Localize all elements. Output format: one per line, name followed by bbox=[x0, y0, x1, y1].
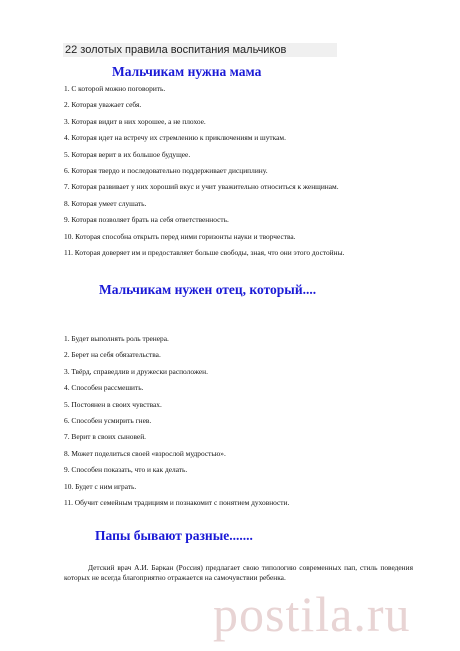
list-item: 8. Может поделиться своей «взрослой мудростью». bbox=[64, 449, 226, 458]
list-item: 1. С которой можно поговорить. bbox=[64, 84, 166, 93]
list-item: 3. Твёрд, справедлив и дружески расположен. bbox=[64, 367, 208, 376]
list-item: 9. Способен показать, что и как делать. bbox=[64, 465, 188, 474]
list-item: 6. Способен усмирить гнев. bbox=[64, 416, 152, 425]
list-item: 11. Которая доверяет им и предоставляет больше свободы, зная, что они этого достойны. bbox=[64, 248, 345, 257]
list-item: 9. Которая позволяет брать на себя ответственность. bbox=[64, 215, 229, 224]
list-item: 6. Которая твердо и последовательно поддерживает дисциплину. bbox=[64, 166, 268, 175]
list-item: 8. Которая умеет слушать. bbox=[64, 199, 147, 208]
list-item: 1. Будет выполнять роль тренера. bbox=[64, 334, 169, 343]
section-heading-mother: Мальчикам нужна мама bbox=[112, 64, 262, 79]
document-top-title: 22 золотых правила воспитания мальчиков bbox=[63, 43, 337, 57]
list-item: 4. Способен рассмешить. bbox=[64, 383, 144, 392]
section-heading-dads: Папы бывают разные....... bbox=[95, 528, 253, 543]
list-item: 3. Которая видит в них хорошее, а не плохое. bbox=[64, 117, 206, 126]
list-item: 7. Которая развивает у них хороший вкус и учит уважительно относиться к женщинам. bbox=[64, 182, 339, 191]
list-item: 5. Которая верит в их большое будущее. bbox=[64, 150, 191, 159]
list-item: 4. Которая идет на встречу их стремлению к приключениям и шуткам. bbox=[64, 133, 286, 142]
list-item: 10. Будет с ним играть. bbox=[64, 482, 137, 491]
list-item: 7. Верит в своих сыновей. bbox=[64, 432, 147, 441]
list-item: 2. Которая уважает себя. bbox=[64, 100, 142, 109]
list-item: 10. Которая способна открыть перед ними горизонты науки и творчества. bbox=[64, 232, 296, 241]
postila-watermark: postila.ru bbox=[213, 586, 411, 642]
section-heading-father: Мальчикам нужен отец, который.... bbox=[99, 282, 317, 297]
list-item: 5. Постоянен в своих чувствах. bbox=[64, 400, 162, 409]
dads-paragraph bbox=[64, 563, 413, 583]
list-item: 2. Берет на себя обязательства. bbox=[64, 350, 161, 359]
list-item: 11. Обучит семейным традициям и познакомит с понятием духовности. bbox=[64, 498, 290, 507]
paragraph-text: Детский врач А.И. Баркан (Россия) предлагает свою типологию современных пап, стиль поведения которых не всегда благоприятно отражается на самочувствии ребенка. bbox=[64, 563, 413, 582]
